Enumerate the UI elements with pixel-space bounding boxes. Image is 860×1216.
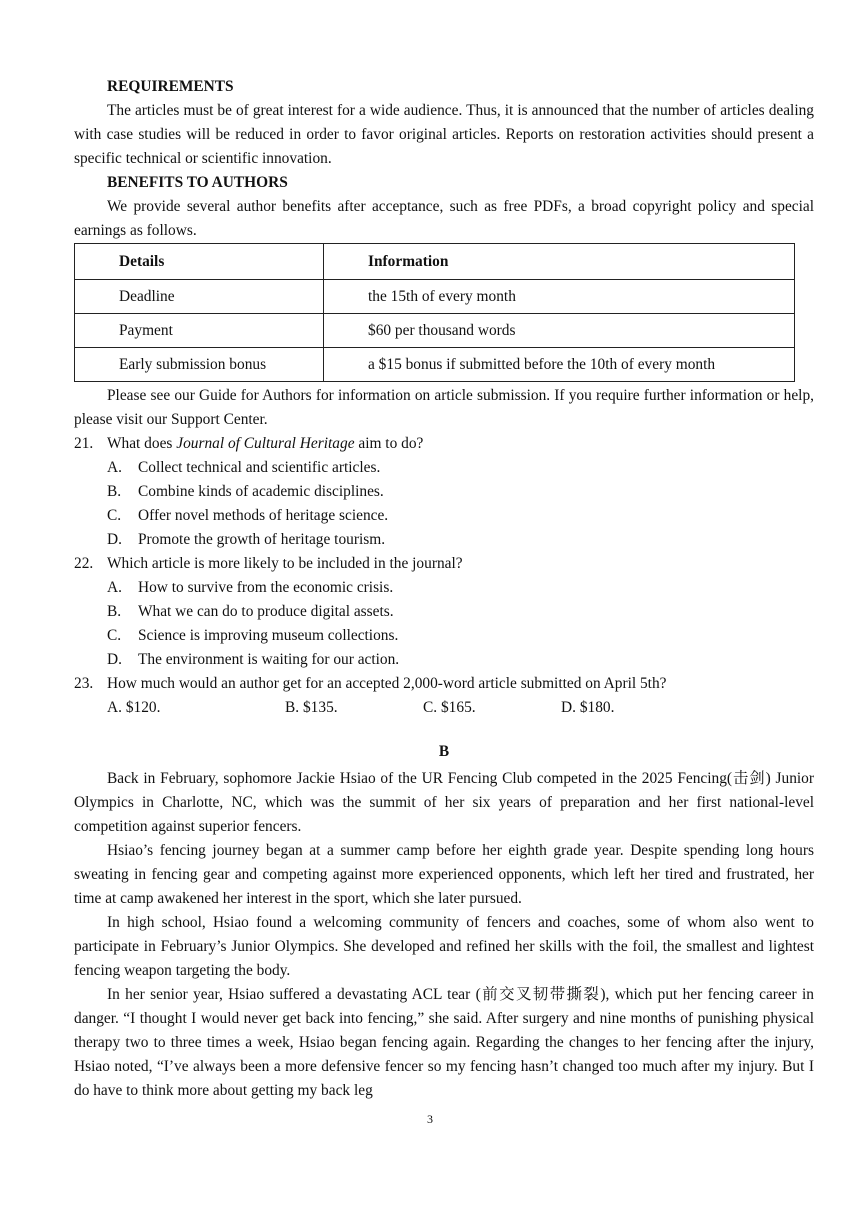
table-cell: Early submission bonus: [75, 348, 324, 382]
option-letter: C.: [107, 507, 122, 524]
option-text: How to survive from the economic crisis.: [138, 579, 394, 596]
section-b-paragraph: In high school, Hsiao found a welcoming community of fencers and coaches, some of whom also went to participate in February’s Junior Olympics. She developed and refined her skills with the foil, the smallest and lightest fencing weapon targeting the body.: [74, 914, 814, 979]
question-number: 21.: [74, 435, 94, 452]
table-header-details: Details: [75, 244, 324, 280]
option-d: [561, 696, 614, 720]
question-text: How much would an author get for an accepted 2,000-word article submitted on April 5th?: [107, 675, 667, 692]
requirements-paragraph: The articles must be of great interest for a wide audience. Thus, it is announced that the number of articles dealing with case studies will be reduced in order to favor original articles. Reports on restoration activities should present a specific technical or scientific innovation.: [74, 102, 814, 167]
benefits-table: [74, 243, 795, 382]
section-b-paragraph: Back in February, sophomore Jackie Hsiao of the UR Fencing Club competed in the 2025 Fencing(击剑) Junior Olympics in Charlotte, NC, which was the summit of her six years of preparation and her first national-level competition against superior fencers.: [74, 770, 814, 835]
option-b: [285, 696, 423, 720]
option-a: [74, 456, 814, 480]
option-text: $135.: [302, 699, 338, 716]
option-letter: A.: [107, 579, 122, 596]
table-cell: the 15th of every month: [324, 280, 795, 314]
option-text: Combine kinds of academic disciplines.: [138, 483, 384, 500]
question-text-post: aim to do?: [354, 435, 424, 452]
table-header-information: Information: [324, 244, 795, 280]
benefits-heading: BENEFITS TO AUTHORS: [107, 174, 288, 191]
option-a: [74, 576, 814, 600]
question-23: [74, 672, 814, 696]
table-header-row: [75, 244, 795, 280]
journal-title: Journal of Cultural Heritage: [176, 435, 355, 452]
option-letter: B.: [107, 603, 122, 620]
option-letter: A.: [107, 459, 122, 476]
option-text: Collect technical and scientific articles.: [138, 459, 381, 476]
option-letter: B.: [107, 483, 122, 500]
option-text: Offer novel methods of heritage science.: [138, 507, 389, 524]
question-22: [74, 552, 814, 576]
option-row: [74, 696, 814, 720]
table-row: [75, 314, 795, 348]
option-letter: C.: [423, 699, 438, 716]
option-text: $165.: [440, 699, 476, 716]
option-letter: B.: [285, 699, 300, 716]
option-b: [74, 480, 814, 504]
table-row: [75, 348, 795, 382]
section-b-title: B: [438, 743, 450, 760]
after-table-paragraph: Please see our Guide for Authors for information on article submission. If you require further information or help, please visit our Support Center.: [74, 387, 814, 428]
option-text: $120.: [125, 699, 161, 716]
option-b: [74, 600, 814, 624]
option-letter: D.: [107, 531, 122, 548]
section-b-paragraph: Hsiao’s fencing journey began at a summer camp before her eighth grade year. Despite spending long hours sweating in fencing gear and competing against more experienced opponents, which left her tired and frustrated, her time at camp awakened her interest in the sport, which she later pursued.: [74, 842, 814, 907]
table-cell: $60 per thousand words: [324, 314, 795, 348]
table-cell: a $15 bonus if submitted before the 10th of every month: [324, 348, 795, 382]
table-cell: Deadline: [75, 280, 324, 314]
table-row: [75, 280, 795, 314]
option-text: $180.: [579, 699, 615, 716]
benefits-paragraph: We provide several author benefits after acceptance, such as free PDFs, a broad copyright policy and special earnings as follows.: [74, 198, 814, 239]
option-text: The environment is waiting for our action.: [138, 651, 400, 668]
option-a: [107, 696, 285, 720]
question-21: [74, 432, 814, 456]
option-letter: D.: [561, 699, 576, 716]
option-d: [74, 528, 814, 552]
option-d: [74, 648, 814, 672]
option-text: Promote the growth of heritage tourism.: [138, 531, 386, 548]
option-letter: D.: [107, 651, 122, 668]
table-cell: Payment: [75, 314, 324, 348]
option-c: [423, 696, 561, 720]
option-c: [74, 624, 814, 648]
option-letter: A.: [107, 699, 122, 716]
option-text: Science is improving museum collections.: [138, 627, 399, 644]
option-letter: C.: [107, 627, 122, 644]
page-number: 3: [427, 1112, 433, 1126]
option-c: [74, 504, 814, 528]
document-page: [74, 75, 814, 1103]
question-number: 22.: [74, 555, 94, 572]
question-number: 23.: [74, 675, 94, 692]
question-text-pre: What does: [107, 435, 177, 452]
question-text: Which article is more likely to be included in the journal?: [107, 555, 463, 572]
requirements-heading: REQUIREMENTS: [107, 78, 234, 95]
option-text: What we can do to produce digital assets.: [138, 603, 394, 620]
section-b-paragraph: In her senior year, Hsiao suffered a devastating ACL tear (前交叉韧带撕裂), which put her fencing career in danger. “I thought I would never get back into fencing,” she said. After surgery and nine months of punishing physical therapy two to three times a week, Hsiao began fencing again. Regarding the changes to her fencing after the injury, Hsiao noted, “I’ve always been a more defensive fencer so my fencing hasn’t changed too much after my injury. But I do have to think more about getting my back leg: [74, 986, 814, 1099]
